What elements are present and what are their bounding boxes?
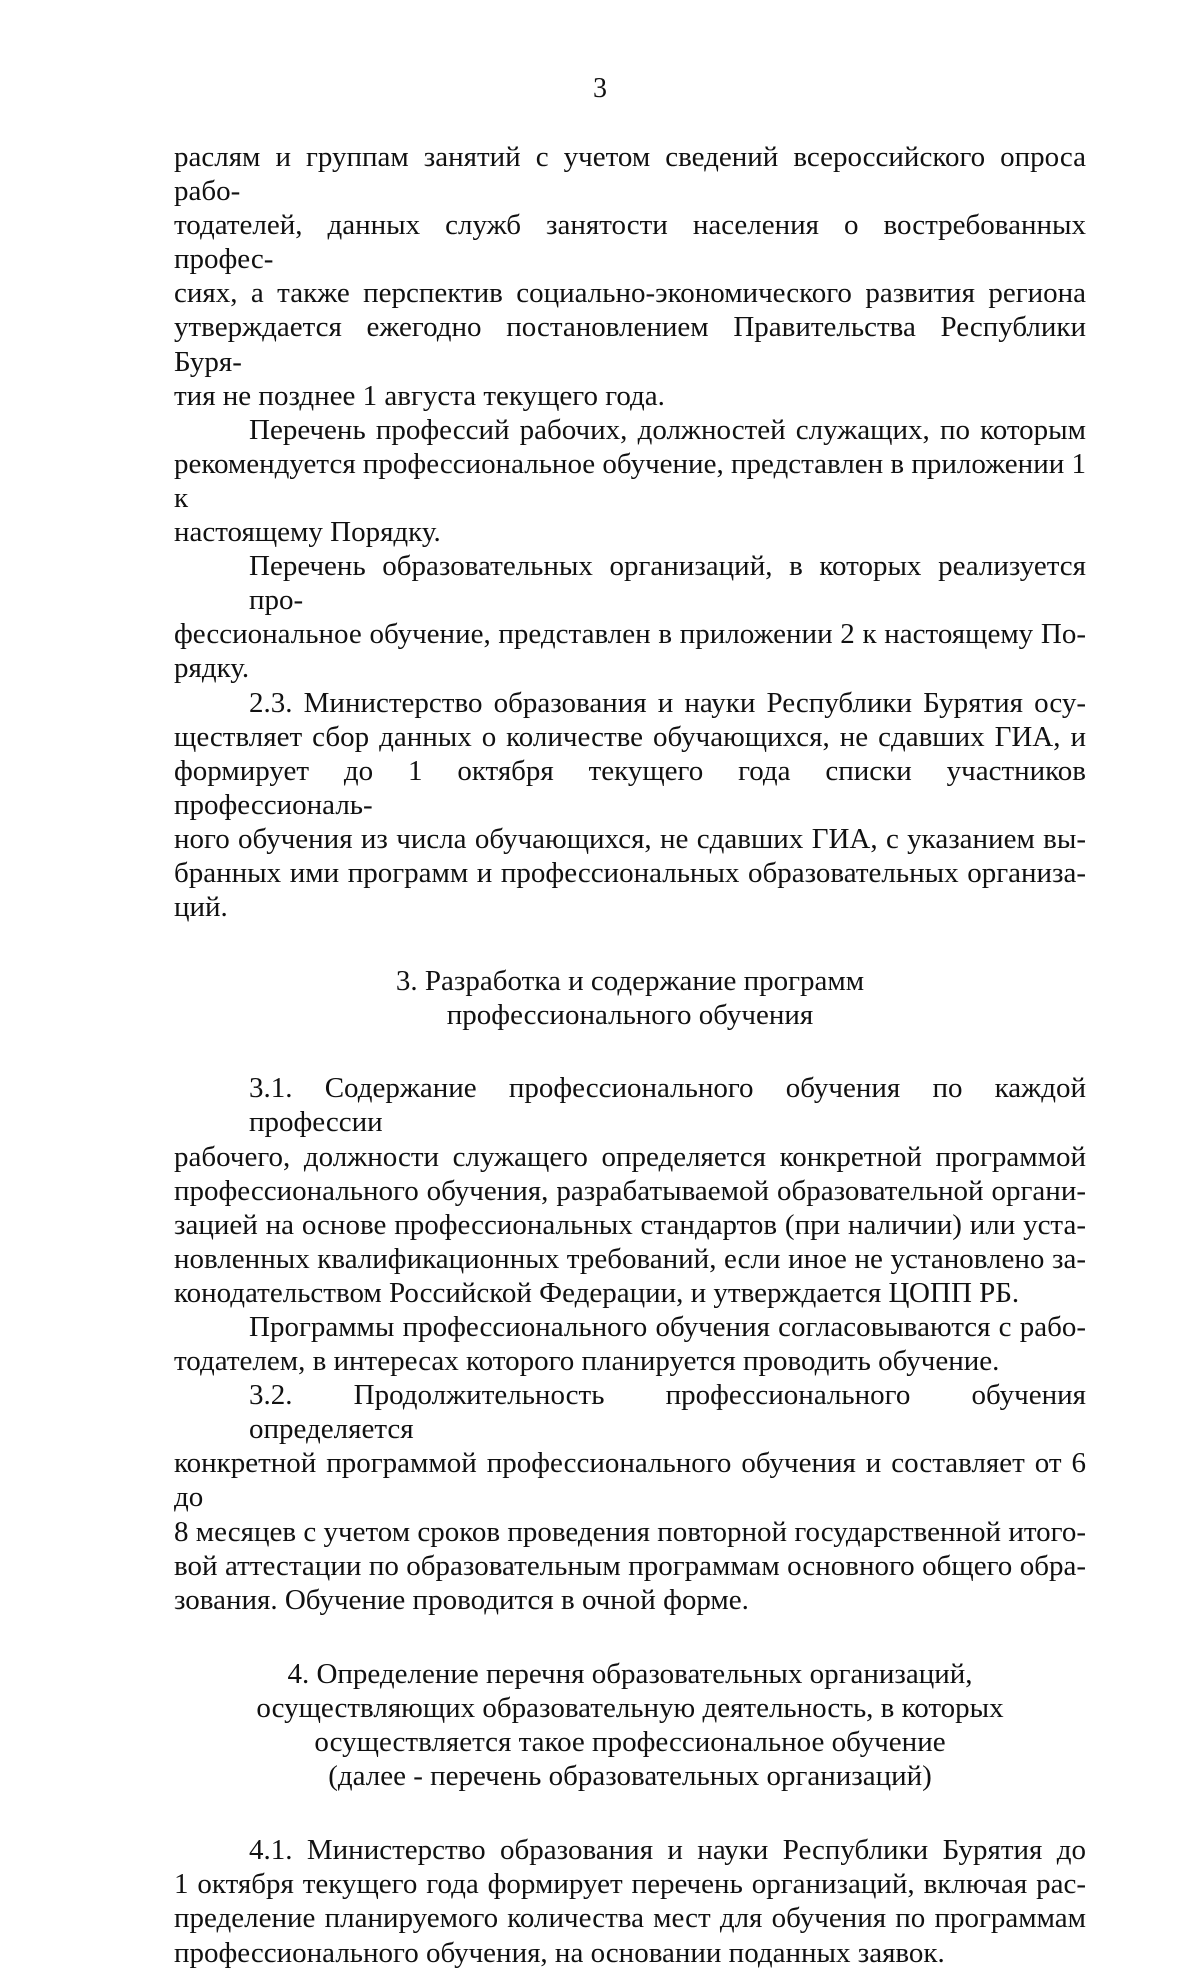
paragraph	[174, 1833, 1086, 1969]
text-line: тия не позднее 1 августа текущего года.	[174, 379, 665, 412]
text-line: конкретной программой профессионального обучения и составляет от 6 до	[174, 1447, 1086, 1514]
heading-line: (далее - перечень образовательных организаций)	[328, 1760, 932, 1793]
text-line: 1 октября текущего года формирует перечень организаций, включая рас-	[174, 1868, 1086, 1901]
text-line: профессионального обучения, на основании поданных заявок.	[174, 1936, 945, 1969]
text-line: фессиональное обучение, представлен в приложении 2 к настоящему По-	[174, 618, 1086, 651]
text-line: вой аттестации по образовательным программам основного общего обра-	[174, 1549, 1086, 1582]
text-line: бранных ими программ и профессиональных образовательных организа-	[174, 856, 1086, 889]
text-line: рядку.	[174, 652, 250, 685]
section-3-heading	[174, 964, 1086, 1032]
text-line: пределение планируемого количества мест для обучения по программам	[174, 1902, 1086, 1935]
paragraph	[174, 686, 1086, 925]
paragraph	[174, 1071, 1086, 1310]
text-line: 3.2. Продолжительность профессионального обучения определяется	[249, 1379, 1086, 1446]
heading-line: 4. Определение перечня образовательных организаций,	[287, 1657, 973, 1690]
text-line: ного обучения из числа обучающихся, не сдавших ГИА, с указанием вы-	[174, 822, 1086, 855]
heading-line: осуществляющих образовательную деятельность, в которых	[256, 1691, 1004, 1724]
text-line: раслям и группам занятий с учетом сведений всероссийского опроса рабо-	[174, 141, 1086, 208]
paragraph	[174, 140, 1086, 413]
paragraph	[174, 1378, 1086, 1617]
paragraph	[174, 1310, 1086, 1378]
text-line: ществляет сбор данных о количестве обучающихся, не сдавших ГИА, и	[174, 720, 1086, 753]
text-line: 2.3. Министерство образования и науки Республики Бурятия осу-	[249, 686, 1086, 719]
intro-section	[174, 140, 1086, 924]
text-line: 3.1. Содержание профессионального обучения по каждой профессии	[249, 1072, 1086, 1139]
text-line: 4.1. Министерство образования и науки Республики Бурятия до	[249, 1834, 1086, 1867]
text-line: конодательством Российской Федерации, и утверждается ЦОПП РБ.	[174, 1276, 1020, 1309]
text-line: рекомендуется профессиональное обучение, представлен в приложении 1 к	[174, 447, 1086, 514]
text-line: Программы профессионального обучения согласовываются с рабо-	[249, 1311, 1086, 1343]
heading-line: профессионального обучения	[446, 999, 814, 1032]
text-line: рабочего, должности служащего определяется конкретной программой	[174, 1140, 1086, 1173]
text-line: тодателем, в интересах которого планируется проводить обучение.	[174, 1345, 1000, 1378]
text-line: зования. Обучение проводится в очной форме.	[174, 1583, 749, 1616]
text-line: Перечень образовательных организаций, в которых реализуется про-	[249, 550, 1086, 617]
text-line: формирует до 1 октября текущего года списки участников профессиональ-	[174, 754, 1086, 821]
page-number: 3	[593, 73, 607, 104]
heading-line: 3. Разработка и содержание программ	[395, 965, 865, 998]
text-line: настоящему Порядку.	[174, 516, 441, 549]
text-line: Перечень профессий рабочих, должностей служащих, по которым	[249, 413, 1086, 446]
heading-line: осуществляется такое профессиональное обучение	[314, 1726, 946, 1759]
section-3-body	[174, 1071, 1086, 1617]
paragraph	[174, 549, 1086, 685]
paragraph	[174, 413, 1086, 549]
text-line: ций.	[174, 891, 228, 924]
document-body	[174, 140, 1086, 1970]
text-line: профессионального обучения, разрабатываемой образовательной органи-	[174, 1174, 1086, 1207]
text-line: новленных квалификационных требований, если иное не установлено за-	[174, 1242, 1086, 1275]
text-line: зацией на основе профессиональных стандартов (при наличии) или уста-	[174, 1208, 1086, 1241]
text-line: 8 месяцев с учетом сроков проведения повторной государственной итого-	[174, 1515, 1086, 1548]
section-4-heading	[174, 1657, 1086, 1793]
text-line: сиях, а также перспектив социально-экономического развития региона	[174, 277, 1086, 310]
text-line: утверждается ежегодно постановлением Правительства Республики Буря-	[174, 311, 1086, 378]
section-4-body	[174, 1833, 1086, 1969]
text-line: тодателей, данных служб занятости населения о востребованных профес-	[174, 209, 1086, 276]
